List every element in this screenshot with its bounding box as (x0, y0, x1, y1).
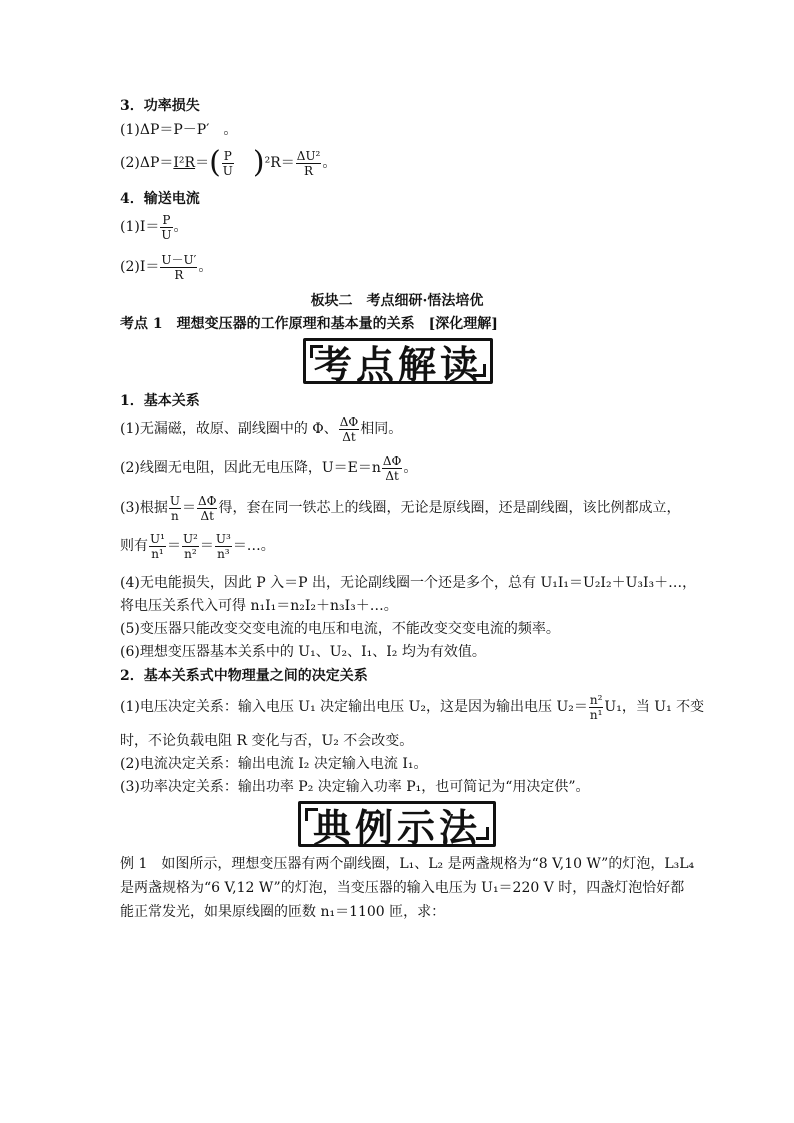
section-3-line-1: (1)ΔP＝P－P′ 。 (120, 122, 238, 138)
example-line-3: 能正常发光，如果原线圈的匝数 n₁＝1100 匝，求： (120, 904, 446, 920)
fraction (197, 494, 218, 523)
decide-p2: (2)电流决定关系：输出电流 I₂ 决定输入电流 I₁。 (120, 756, 428, 772)
paragraph-text: 则有 (120, 538, 148, 554)
formula-text: I²R (173, 155, 196, 171)
banner-corner-icon (305, 808, 318, 821)
decide-relations-title: 2．基本关系式中物理量之间的决定关系 (120, 668, 368, 684)
banner-corner-icon (473, 364, 486, 377)
section-4-line-1 (120, 212, 188, 242)
paragraph-text: ＝ (181, 500, 196, 516)
paragraph-text: (3)根据 (120, 500, 168, 516)
formula-text: (1)I＝ (120, 219, 160, 235)
fraction-numerator: ΔΦ (197, 493, 217, 508)
paragraph-text: ＝ (199, 538, 214, 554)
fraction-numerator: P (160, 213, 172, 228)
fraction (296, 149, 322, 178)
fraction (160, 213, 172, 242)
paragraph-text: ＝ (166, 538, 181, 554)
paragraph-text: (1)电压决定关系：输入电压 U₁ 决定输出电压 U₂，这是因为输出电压 U₂＝ (120, 699, 588, 715)
fraction-numerator: P (222, 149, 234, 164)
section-4-line-2 (120, 252, 212, 282)
fraction-numerator: U¹ (150, 531, 165, 546)
fraction (222, 149, 234, 178)
right-paren: ) (252, 145, 265, 180)
fraction-numerator: U－U′ (161, 252, 197, 267)
fraction-numerator: U (169, 493, 180, 508)
decide-p3: (3)功率决定关系：输出功率 P₂ 决定输入功率 P₁，也可简记为“用决定供”。 (120, 779, 590, 795)
paragraph-text: U₁，当 U₁ 不变 (604, 699, 705, 715)
fraction-numerator: ΔΦ (382, 453, 402, 468)
fraction-numerator: ΔU² (296, 148, 321, 163)
basic-p3 (120, 492, 680, 524)
fraction (169, 494, 181, 523)
banner-text: 考点解读 (313, 342, 482, 387)
fraction-denominator: R (174, 267, 184, 282)
fraction (339, 415, 360, 444)
formula-text: ＝ (195, 155, 210, 171)
left-paren: ( (209, 145, 221, 180)
formula-text: (2)I＝ (120, 259, 160, 275)
fraction-denominator: n¹ (151, 546, 164, 561)
basic-p2 (120, 452, 417, 484)
paragraph-text: 得，套在同一铁芯上的线圈，无论是原线圈，还是副线圈，该比例都成立， (218, 500, 681, 516)
banner-corner-icon (476, 827, 489, 840)
banner-text: 典例示法 (312, 805, 481, 850)
formula-text: (2)ΔP＝ (120, 155, 174, 171)
banner-corner-icon (310, 345, 323, 358)
fraction-denominator: n¹ (589, 707, 603, 722)
basic-p1 (120, 413, 402, 445)
topic-title: 考点 1 理想变压器的工作原理和基本量的关系 [深化理解] (120, 316, 498, 332)
fraction-denominator: U (222, 163, 233, 178)
fraction (149, 532, 166, 561)
fraction-numerator: ΔΦ (339, 414, 359, 429)
fraction-numerator: U² (182, 531, 198, 546)
basic-p5: (5)变压器只能改变交变电流的电压和电流，不能改变交变电流的频率。 (120, 621, 560, 637)
fraction-denominator: U (161, 227, 172, 242)
decide-p1 (120, 691, 704, 723)
paragraph-text: (2)线圈无电阻，因此无电压降，U＝E＝n (120, 460, 381, 476)
fraction (382, 454, 403, 483)
basic-p4b: 将电压关系代入可得 n₁I₁＝n₂I₂＋n₃I₃＋…。 (120, 598, 398, 614)
fraction-denominator: n (171, 508, 179, 523)
example-line-2: 是两盏规格为“6 V,12 W”的灯泡，当变压器的输入电压为 U₁＝220 V 时，四盏灯泡恰好都 (120, 880, 685, 896)
banner-dianli-shifa (298, 801, 496, 850)
section-4-title: 4．输送电流 (120, 191, 200, 207)
section-3-title: 3．功率损失 (120, 98, 200, 114)
fraction-numerator: n² (589, 692, 603, 707)
fraction-denominator: n³ (217, 546, 230, 561)
section-3-line-2 (120, 145, 337, 180)
paragraph-text: 。 (403, 460, 418, 476)
formula-text: 。 (322, 155, 337, 171)
paragraph-text: 相同。 (360, 421, 403, 437)
formula-text: 。 (173, 219, 188, 235)
fraction-denominator: Δt (342, 429, 356, 444)
fraction (589, 693, 604, 722)
example-line-1: 例 1 如图所示，理想变压器有两个副线圈，L₁、L₂ 是两盏规格为“8 V,10 W”的灯泡，L₃L₄ (120, 856, 695, 872)
paragraph-text: ＝…。 (232, 538, 275, 554)
fraction-denominator: Δt (385, 468, 399, 483)
fraction-denominator: Δt (200, 508, 214, 523)
fraction-denominator: n² (184, 546, 197, 561)
fraction (215, 532, 232, 561)
fraction-denominator: R (304, 163, 314, 178)
banner-kaodian-jiedu (303, 338, 493, 387)
formula-text: 。 (198, 259, 213, 275)
fraction-numerator: U³ (215, 531, 231, 546)
formula-text: ²R＝ (264, 155, 295, 171)
fraction (160, 253, 197, 282)
block-title: 板块二 考点细研·悟法培优 (310, 293, 484, 309)
basic-relations-title: 1．基本关系 (120, 393, 200, 409)
fraction (182, 532, 199, 561)
paragraph-text: (1)无漏磁，故原、副线圈中的 Φ、 (120, 421, 338, 437)
basic-p3b (120, 530, 275, 562)
basic-p4: (4)无电能损失，因此 P 入＝P 出，无论副线圈一个还是多个，总有 U₁I₁＝U₂I₂＋U₃I₃＋…， (120, 575, 697, 591)
basic-p6: (6)理想变压器基本关系中的 U₁、U₂、I₁、I₂ 均为有效值。 (120, 644, 486, 660)
decide-p1b: 时，不论负载电阻 R 变化与否，U₂ 不会改变。 (120, 733, 414, 749)
